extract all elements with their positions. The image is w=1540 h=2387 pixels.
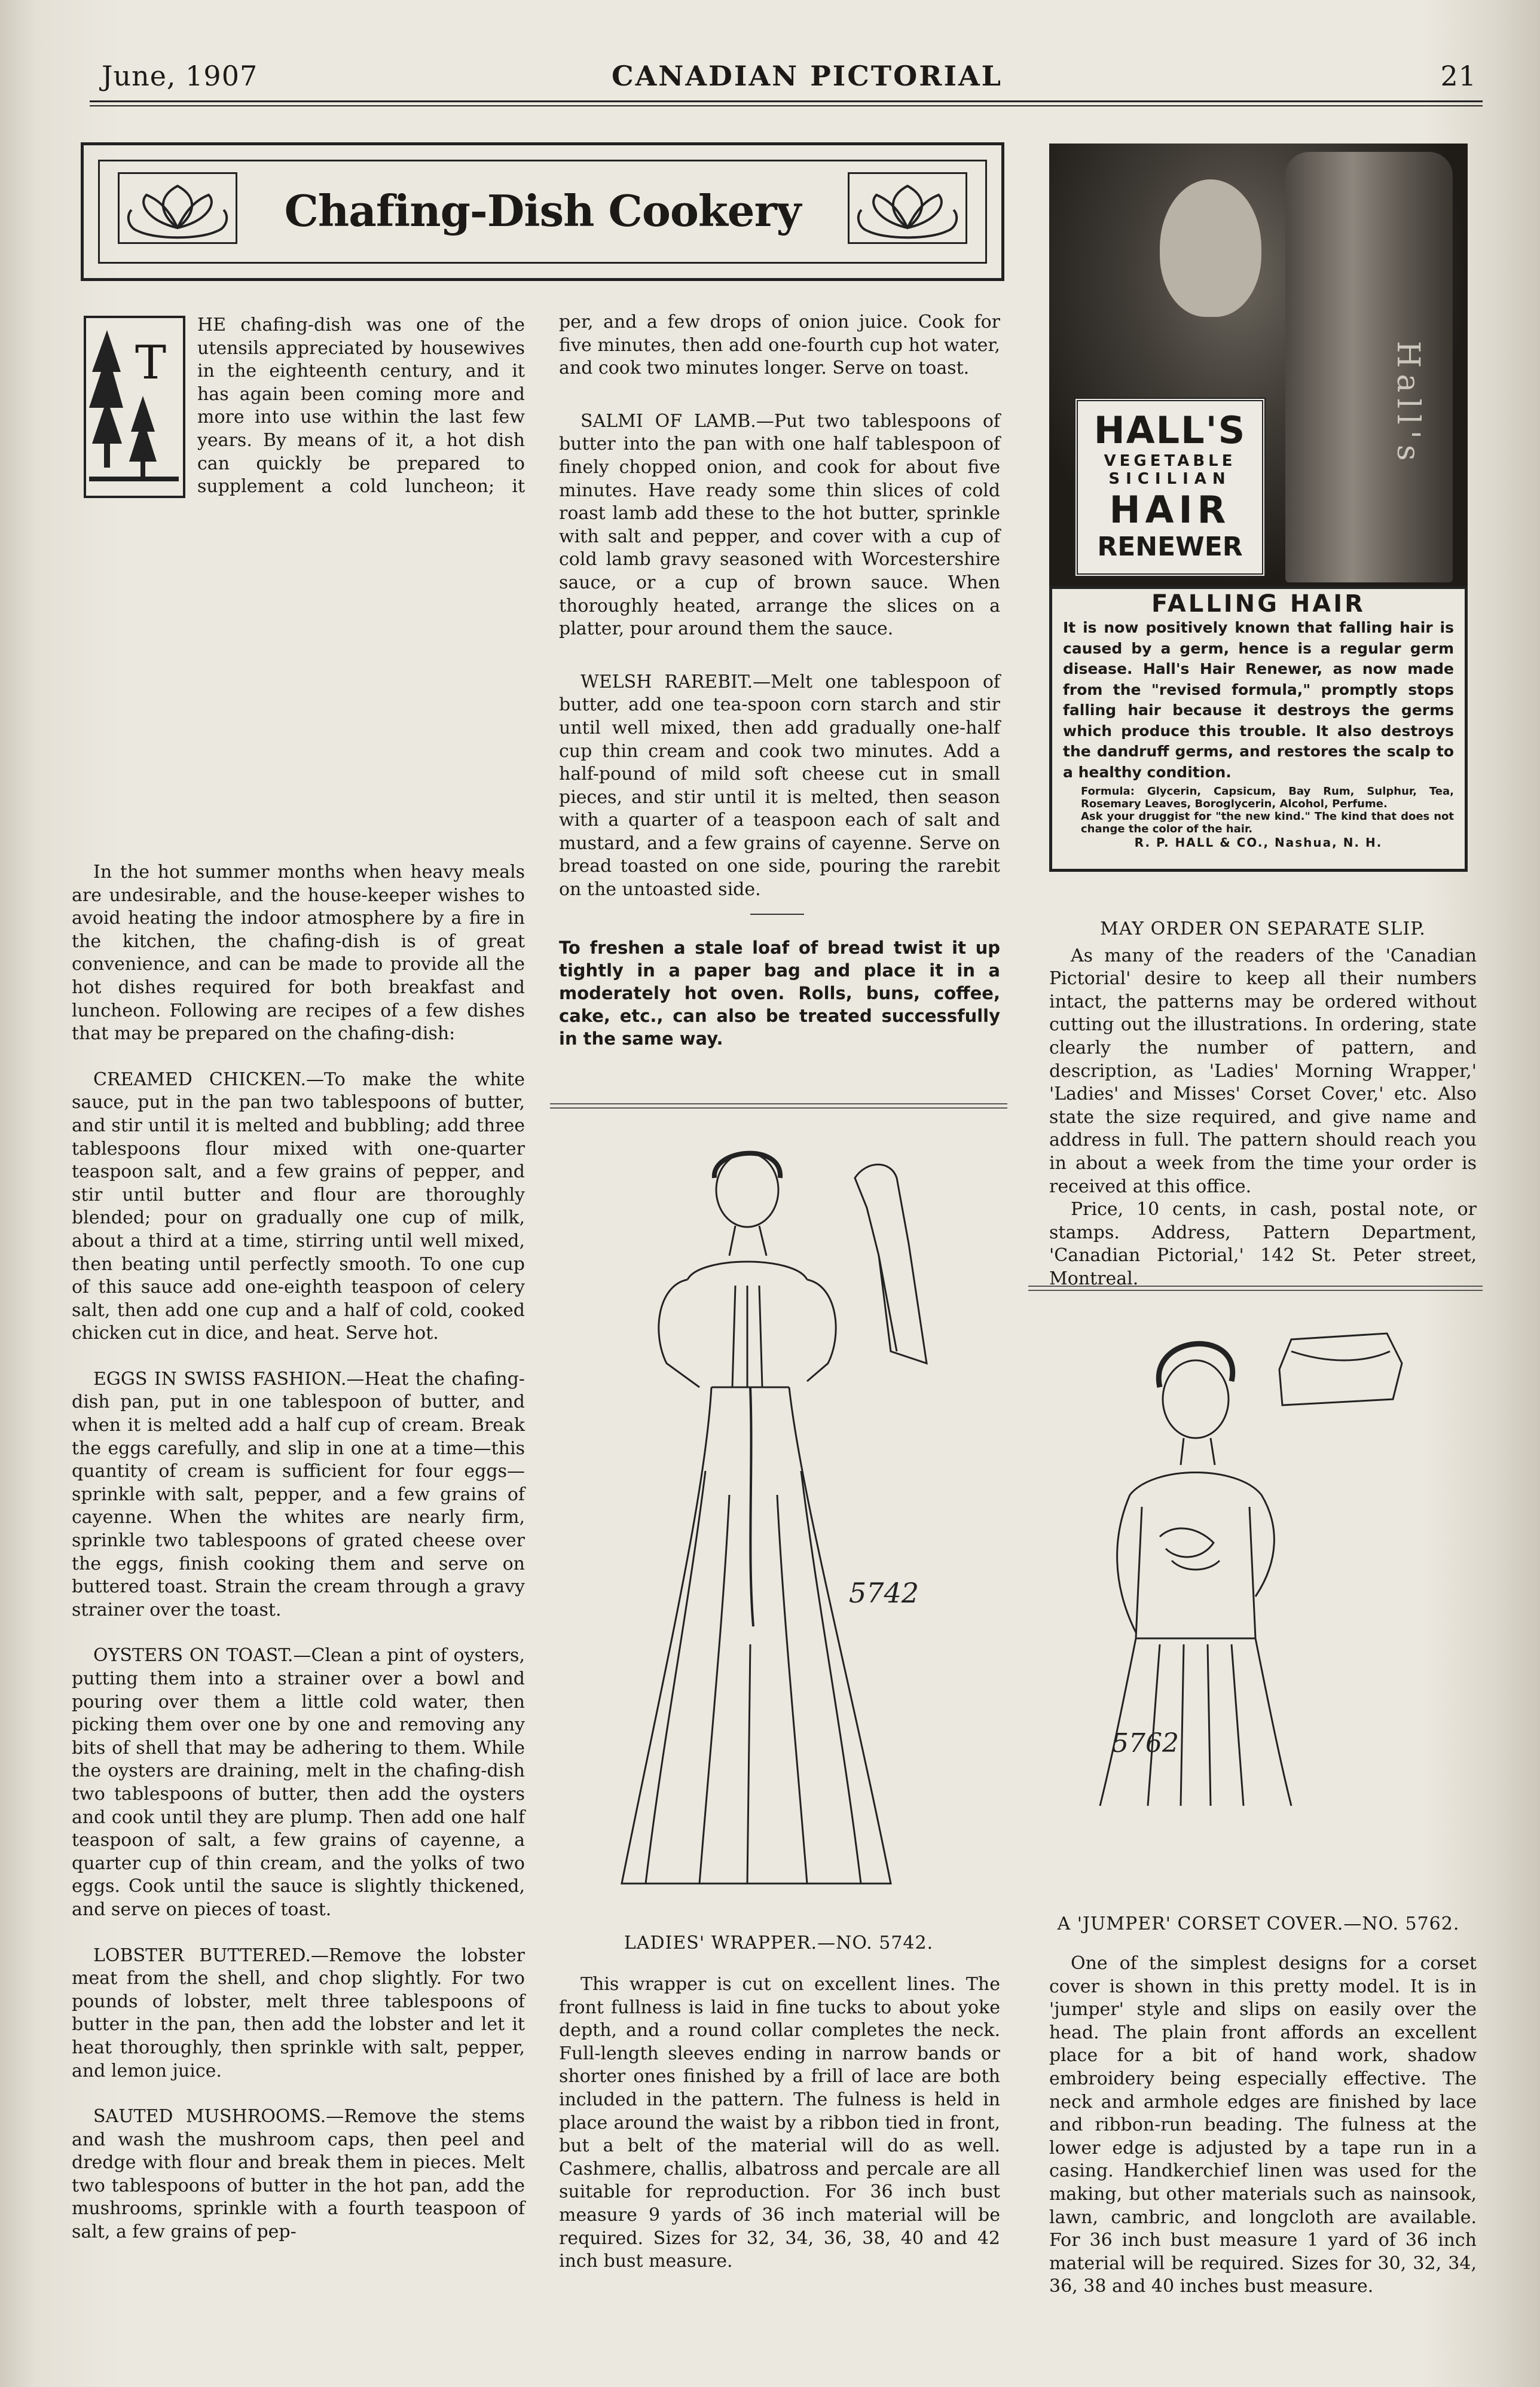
recipe-oysters: OYSTERS ON TOAST.—Clean a pint of oysters, putting them into a strainer over a bowl and pouring over them a little cold water, then picking them over one by one and removing any bits of shell that may be adhering to them. While the oysters are draining, melt in the chafing-dish two tablespoons of butter, then add the oysters and cook until they are plump. Then add one half teaspoon of salt, a few grains of cayenne, a quarter cup of thin cream, and the yolks of two eggs. Cook until the sauce is slightly thickened, and serve on pieces of toast. (72, 1645, 525, 1920)
label-hair: HAIR (1109, 488, 1231, 532)
short-rule (559, 902, 1000, 926)
recipe-eggs-swiss: EGGS IN SWISS FASHION.—Heat the chafing-dish pan, put in one tablespoon of butter, and when it is melted add a half cup of cream. Break the eggs carefully, and slip in one at a time—this quantity of cream is sufficient for four eggs—sprinkle with salt, pepper, and a few grains of cayenne. When the whites are nearly firm, sprinkle two tablespoons of grated cheese over the eggs, finish cooking them and serve on buttered toast. Strain the cream through a gravy strainer over the toast. (72, 1368, 525, 1620)
label-brand: HALL'S (1093, 408, 1246, 452)
header-rule-thin (90, 105, 1483, 106)
wrapper-pattern-number: 5742 (849, 1577, 919, 1609)
product-label (1074, 398, 1266, 577)
ad-druggist (1063, 810, 1454, 835)
article-intro-top (197, 314, 525, 498)
article-title-box (81, 142, 1004, 281)
ad-body: It is now positively known that falling hair is caused by a germ, hence is a regular germ disease. Hall's Hair Renewer, as now made from the "revised formula," promptly stops falling hair because it destroys the germs which produce this trouble. It also destroys the dandruff germs, and restores the scalp to a healthy condition. (1063, 619, 1454, 781)
drop-cap (84, 316, 185, 498)
wrapper-text: This wrapper is cut on excellent lines. The front fullness is laid in fine tucks to about yoke depth, and a round collar completes the neck. Full-length sleeves ending in narrow bands or shorter ones finished by a frill of lace are both included in the pattern. The fulness is held in place around the waist by a ribbon tied in front, but a belt of the material will do as well. Cashmere, challis, albatross and percale are all suitable for reproduction. For 36 inch bust measure 9 yards of 36 inch material will be required. Sizes for 32, 34, 36, 38, 40 and 42 inch bust measure. (559, 1974, 1000, 2272)
label-vegetable: VEGETABLE (1104, 452, 1236, 470)
pattern-notice (1049, 918, 1477, 1291)
lotus-ornament-icon (848, 172, 967, 244)
magazine-title: CANADIAN PICTORIAL (612, 60, 1003, 92)
bottle-brand: Hall's (1390, 341, 1426, 467)
wrapper-caption: LADIES' WRAPPER.—NO. 5742. (624, 1933, 934, 1953)
corset-cover-illustration (1076, 1310, 1459, 1907)
ad-druggist-text: Ask your druggist for "the new kind." The kind that does not change the color of the hair. (1081, 810, 1454, 835)
title-frame (98, 160, 987, 264)
section-divider (550, 1103, 1007, 1109)
section-divider (1028, 1286, 1483, 1291)
pattern-notice-price: Price, 10 cents, in cash, postal note, or stamps. Address, Pattern Department, 'Canadian Pictorial,' 142 St. Peter street, Montreal. (1049, 1199, 1477, 1289)
corset-cover-text: One of the simplest designs for a corset cover is shown in this pretty model. It is in 'jumper' style and slips on easily over the head. The plain front affords an excellent place for a bit of hand work, shadow embroidery being especially effective. The neck and armhole edges are finished by lace and ribbon-run beading. The fulness at the lower edge is adjusted by a tape run in a casing. Handkerchief linen was used for the making, but other materials such as nainsook, lawn, cambric, and longcloth are available. For 36 inch bust measure 1 yard of 36 inch material will be required. Sizes for 30, 32, 34, 36, 38 and 40 inches bust measure. (1049, 1953, 1477, 2297)
bread-tip: To freshen a stale loaf of bread twist it up tightly in a paper bag and place it in a moderately hot oven. Rolls, buns, coffee, cake, etc., can also be treated successfully in the same way. (559, 937, 1000, 1049)
pattern-notice-heading: MAY ORDER ON SEPARATE SLIP. (1100, 918, 1426, 939)
article-column-2 (559, 311, 1000, 1050)
recipe-salmi-lamb: SALMI OF LAMB.—Put two tablespoons of butter into the pan with one half tablespoon of finely chopped onion, and cook for about five minutes. Have ready some thin slices of cold roast lamb add these to the hot butter, sprinkle with salt and pepper, and cover with a cup of cold lamb gravy seasoned with Worcestershire sauce, or a cup of brown sauce. When thoroughly heated, arrange the slices on a platter, pour around them the sauce. (559, 410, 1000, 640)
label-renewer: RENEWER (1097, 532, 1243, 562)
wrapper-description (559, 1973, 1000, 2273)
header-rule (90, 100, 1483, 102)
ad-formula-text: Formula: Glycerin, Capsicum, Bay Rum, Sulphur, Tea, Rosemary Leaves, Boroglycerin, Alcohol, Perfume. (1081, 785, 1454, 810)
hair-renewer-advertisement (1049, 144, 1468, 872)
recipe-welsh-rarebit: WELSH RAREBIT.—Melt one tablespoon of butter, add one tea-spoon corn starch and stir until well mixed, then add gradually one-half cup thin cream and cook two minutes. Add a half-pound of mild soft cheese cut in small pieces, and stir until it is melted, then season with a quarter of a teaspoon each of salt and mustard, and a few grains of cayenne. Serve on bread toasted on one side, pouring the rarebit on the untoasted side. (559, 671, 1000, 901)
drop-cap-letter: T (135, 336, 167, 390)
recipe-lobster: LOBSTER BUTTERED.—Remove the lobster meat from the shell, and chop slightly. For two pounds of lobster, melt three tablespoons of butter in the pan, then add the lobster and let it heat thoroughly, then sprinkle with salt, pepper, and lemon juice. (72, 1945, 525, 2081)
advertisement-text-box (1049, 586, 1468, 872)
corset-cover-caption: A 'JUMPER' CORSET COVER.—NO. 5762. (1057, 1913, 1460, 1934)
corset-pattern-number: 5762 (1112, 1728, 1179, 1759)
intro-spacer (72, 502, 525, 861)
issue-date: June, 1907 (102, 60, 258, 92)
recipe-mushrooms-cont: per, and a few drops of onion juice. Cook for five minutes, then add one-fourth cup hot water, and cook two minutes longer. Serve on toast. (559, 312, 1000, 379)
ad-formula (1063, 785, 1454, 810)
pattern-notice-body: As many of the readers of the 'Canadian Pictorial' desire to keep all their numbers intact, the patterns may be ordered without cutting out the illustrations. In ordering, state clearly the number of pattern, and description, as 'Ladies' Morning Wrapper,' 'Ladies' and Misses' Corset Cover,' etc. Also state the size required, and give name and address in full. The pattern should reach you in about a week from the time your order is received at this office. (1049, 945, 1477, 1197)
article-title: Chafing-Dish Cookery (284, 185, 801, 236)
corset-cover-description (1049, 1952, 1477, 2299)
lotus-ornament-icon (118, 172, 237, 244)
ad-address: R. P. HALL & CO., Nashua, N. H. (1134, 835, 1383, 850)
wrapper-illustration (610, 1136, 933, 1913)
recipe-creamed-chicken: CREAMED CHICKEN.—To make the white sauce, put in the pan two tablespoons of butter, and stir until it is melted and bubbling; add three tablespoons flour mixed with one-quarter teaspoon salt, and a few grains of pepper, and stir until butter and flour are thoroughly blended; pour on gradually one cup of milk, about a third at a time, stirring until well mixed, then beating until perfectly smooth. To one cup of this sauce add one-eighth teaspoon of celery salt, then add one cup and a half of cold, cooked chicken cut in dice, and heat. Serve hot. (72, 1069, 525, 1344)
recipe-mushrooms: SAUTED MUSHROOMS.—Remove the stems and wash the mushroom caps, then peel and dredge with flour and break them in pieces. Melt two tablespoons of butter in the hot pan, add the mushrooms, sprinkle with a fourth teaspoon of salt, a few grains of pep- (72, 2106, 525, 2243)
ad-headline: FALLING HAIR (1151, 590, 1365, 618)
bottle-image (1285, 152, 1453, 582)
intro-paragraph: HE chafing-dish was one of the utensils appreciated by housewives in the eighteenth century, and it has again been coming more and more into use within the last few years. By means of it, a hot dish can quickly be prepared to supplement a cold luncheon; it (197, 315, 525, 497)
woman-portrait (1160, 179, 1261, 317)
label-sicilian: SICILIAN (1108, 470, 1232, 488)
article-column-1 (72, 502, 525, 2296)
intro-paragraph-2: In the hot summer months when heavy meals are undesirable, and the house-keeper wishes to avoid heating the indoor atmosphere by a fire in the kitchen, the chafing-dish is of great convenience, and can be made to provide all the hot dishes required for both breakfast and luncheon. Following are recipes of a few dishes that may be prepared on the chafing-dish: (72, 862, 525, 1045)
page-number: 21 (1440, 60, 1477, 92)
